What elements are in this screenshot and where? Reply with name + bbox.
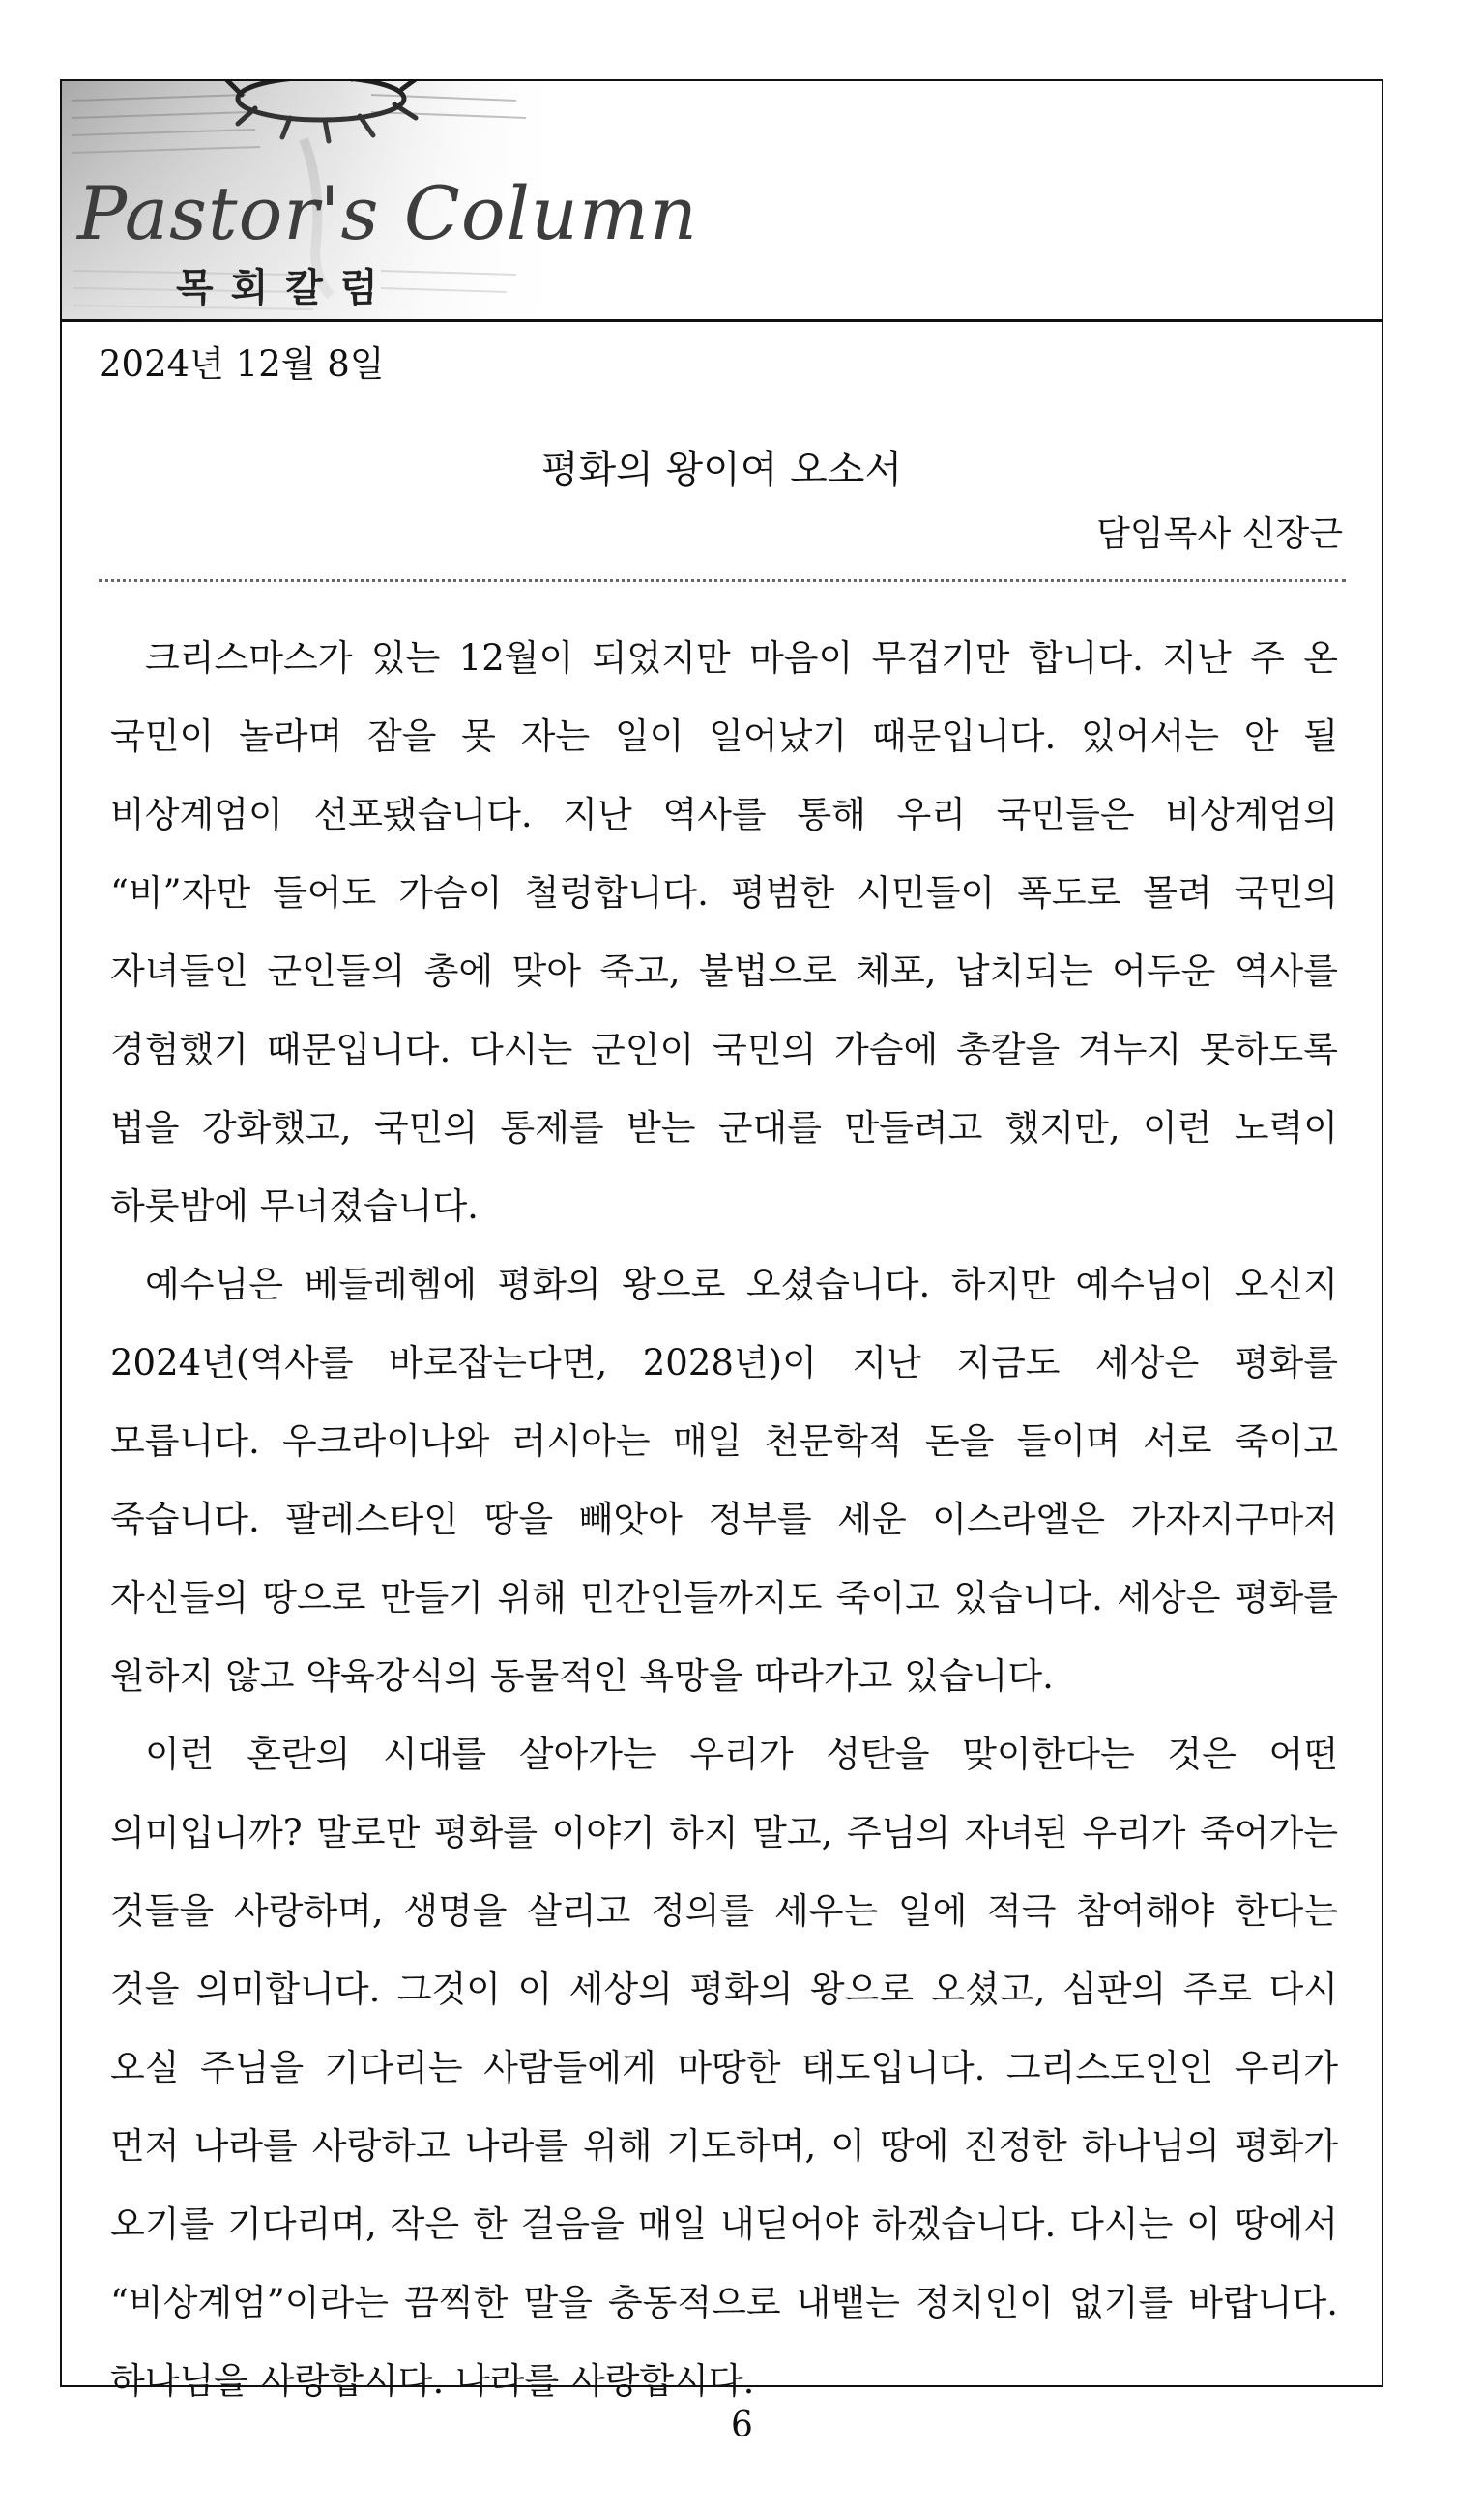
brand-title-en: Pastor's Column [77, 170, 698, 256]
column-header [62, 81, 1382, 322]
brand-title-ko: 목회칼럼 [176, 266, 395, 310]
column-frame [60, 79, 1383, 2402]
body-paragraph: 크리스마스가 있는 12월이 되었지만 마음이 무겁기만 합니다. 지난 주 온 국민이 놀라며 잠을 못 자는 일이 일어났기 때문입니다. 있어서는 안 될 비상계엄이 선포됐습니다. 지난 역사를 통해 우리 국민들은 비상계엄의 “비”자만 들어도 가슴이 철렁합니다. 평범한 시민들이 폭도로 몰려 국민의 자녀들인 군인들의 총에 맞아 죽고, 불법으로 체포, 납치되는 어두운 역사를 경험했기 때문입니다. 다시는 군인이 국민의 가슴에 총칼을 겨누지 못하도록 법을 강화했고, 국민의 통제를 받는 군대를 만들려고 했지만, 이런 노력이 하룻밤에 무너졌습니다. [110, 637, 1338, 1227]
column-title: 평화의 왕이여 오소서 [540, 448, 903, 492]
body-paragraph: 예수님은 베들레헴에 평화의 왕으로 오셨습니다. 하지만 예수님이 오신지 2024년(역사를 바로잡는다면, 2028년)이 지난 지금도 세상은 평화를 모릅니다. 우크라이나와 러시아는 매일 천문학적 돈을 들이며 서로 죽이고 죽습니다. 팔레스타인 땅을 빼앗아 정부를 세운 이스라엘은 가자지구마저 자신들의 땅으로 만들기 위해 민간인들까지도 죽이고 있습니다. 세상은 평화를 원하지 않고 약육강식의 동물적인 욕망을 따라가고 있습니다. [110, 1264, 1338, 1697]
column-author: 담임목사 신장근 [1096, 514, 1343, 554]
column-date: 2024년 12월 8일 [99, 343, 385, 385]
page-number: 6 [731, 2406, 753, 2445]
column-body [110, 619, 1338, 2420]
body-paragraph: 이런 혼란의 시대를 살아가는 우리가 성탄을 맞이한다는 것은 어떤 의미입니까? 말로만 평화를 이야기 하지 말고, 주님의 자녀된 우리가 죽어가는 것들을 사랑하며, 생명을 살리고 정의를 세우는 일에 적극 참여해야 한다는 것을 의미합니다. 그것이 이 세상의 평화의 왕으로 오셨고, 심판의 주로 다시 오실 주님을 기다리는 사람들에게 마땅한 태도입니다. 그리스도인인 우리가 먼저 나라를 사랑하고 나라를 위해 기도하며, 이 땅에 진정한 하나님의 평화가 오기를 기다리며, 작은 한 걸음을 매일 내딛어야 하겠습니다. 다시는 이 땅에서 “비상계엄”이라는 끔찍한 말을 충동적으로 내뱉는 정치인이 없기를 바랍니다. 하나님을 사랑합시다. 나라를 사랑합시다. [110, 1734, 1338, 2402]
dotted-divider [99, 579, 1346, 582]
